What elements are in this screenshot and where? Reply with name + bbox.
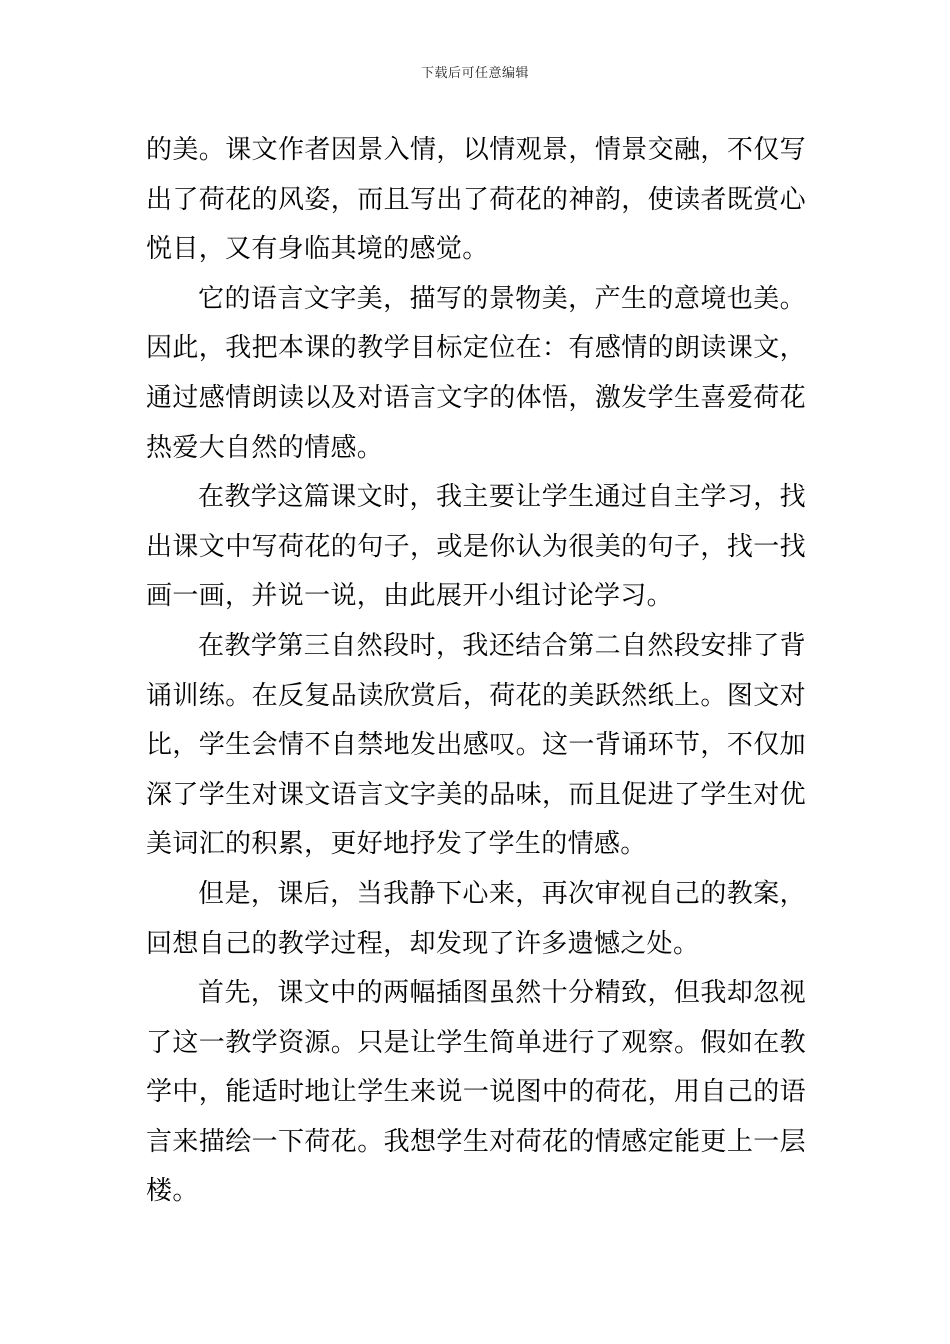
text-line: 但是，课后，当我静下心来，再次审视自己的教案， xyxy=(198,878,806,909)
text-line: 悦目，又有身临其境的感觉。 xyxy=(146,234,489,265)
document-body xyxy=(146,126,806,1217)
text-line: 画一画，并说一说，由此展开小组讨论学习。 xyxy=(146,581,674,612)
text-line: 了这一教学资源。只是让学生简单进行了观察。假如在教 xyxy=(146,1027,806,1058)
text-line: 深了学生对课文语言文字美的品味，而且促进了学生对优 xyxy=(146,779,806,810)
text-line: 它的语言文字美，描写的景物美，产生的意境也美。 xyxy=(198,283,806,314)
text-line: 回想自己的教学过程，却发现了许多遗憾之处。 xyxy=(146,928,700,959)
text-line: 首先，课文中的两幅插图虽然十分精致，但我却忽视 xyxy=(198,978,806,1009)
text-line: 出了荷花的风姿，而且写出了荷花的神韵，使读者既赏心 xyxy=(146,184,806,215)
text-line: 言来描绘一下荷花。我想学生对荷花的情感定能更上一层 xyxy=(146,1126,806,1157)
text-line: 的美。课文作者因景入情，以情观景，情景交融，不仅写 xyxy=(146,135,806,165)
text-line: 美词汇的积累，更好地抒发了学生的情感。 xyxy=(146,829,647,860)
text-line: 在教学第三自然段时，我还结合第二自然段安排了背 xyxy=(198,630,806,661)
text-line: 诵训练。在反复品读欣赏后，荷花的美跃然纸上。图文对 xyxy=(146,680,806,711)
text-line: 因此，我把本课的教学目标定位在：有感情的朗读课文， xyxy=(146,333,806,364)
page-header: 下载后可任意编辑 xyxy=(420,66,529,81)
text-line: 楼。 xyxy=(146,1176,199,1207)
text-line: 出课文中写荷花的句子，或是你认为很美的句子，找一找 xyxy=(146,531,806,562)
text-line: 热爱大自然的情感。 xyxy=(146,432,384,463)
text-line: 比，学生会情不自禁地发出感叹。这一背诵环节，不仅加 xyxy=(146,730,806,761)
text-line: 通过感情朗读以及对语言文字的体悟，激发学生喜爱荷花 xyxy=(146,382,806,413)
text-line: 在教学这篇课文时，我主要让学生通过自主学习，找 xyxy=(198,482,806,513)
text-line: 学中，能适时地让学生来说一说图中的荷花，用自己的语 xyxy=(146,1077,806,1108)
